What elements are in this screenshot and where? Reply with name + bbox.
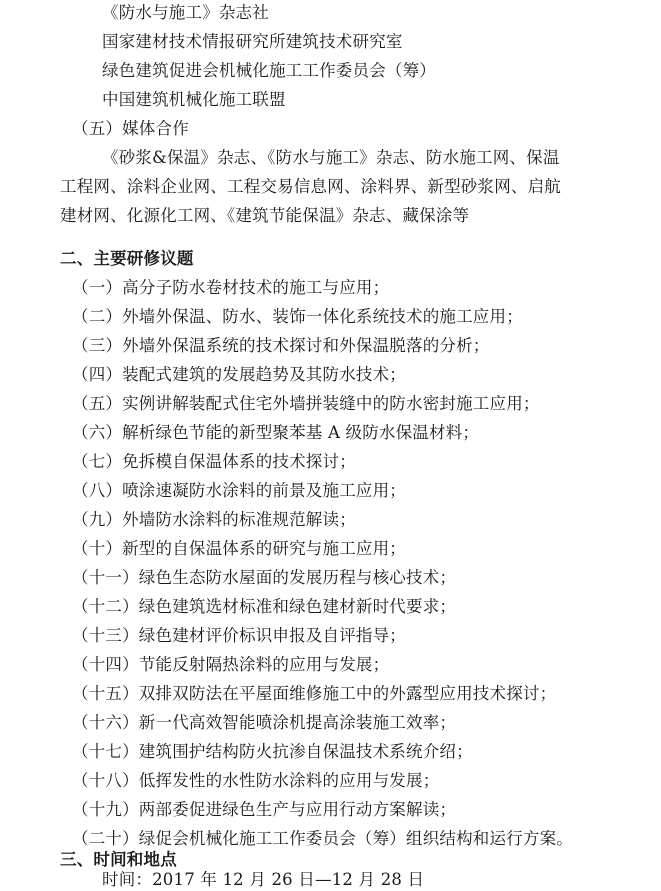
topic-item: （一）高分子防水卷材技术的施工与应用； xyxy=(72,278,390,297)
organizer-line: 中国建筑机械化施工联盟 xyxy=(102,90,286,109)
topic-item: （十六）新一代高效智能喷涂机提高涂装施工效率； xyxy=(72,713,457,732)
topic-item: （八）喷涂速凝防水涂料的前景及施工应用； xyxy=(72,481,406,500)
topic-item: （十）新型的自保温体系的研究与施工应用； xyxy=(72,539,406,558)
topic-item: （二）外墙外保温、防水、装饰一体化系统技术的施工应用； xyxy=(72,307,523,326)
topic-item: （十八）低挥发性的水性防水涂料的应用与发展； xyxy=(72,771,440,790)
topic-item: （四）装配式建筑的发展趋势及其防水技术； xyxy=(72,365,406,384)
topic-item: （十一）绿色生态防水屋面的发展历程与核心技术； xyxy=(72,568,457,587)
topic-item: （三）外墙外保温系统的技术探讨和外保温脱落的分析； xyxy=(72,336,490,355)
topic-item: （六）解析绿色节能的新型聚苯基 A 级防水保温材料； xyxy=(72,423,480,442)
organizer-line: 国家建材技术情报研究所建筑技术研究室 xyxy=(102,32,403,51)
section-heading: 二、主要研修议题 xyxy=(60,249,194,268)
media-heading: （五）媒体合作 xyxy=(72,119,189,138)
media-line: 工程网、涂料企业网、工程交易信息网、涂料界、新型砂浆网、启航 xyxy=(60,177,561,196)
topic-item: （九）外墙防水涂料的标准规范解读； xyxy=(72,510,356,529)
topic-item: （十二）绿色建筑选材标准和绿色建材新时代要求； xyxy=(72,597,457,616)
organizer-line: 《防水与施工》杂志社 xyxy=(102,3,269,22)
topic-item: （十五）双排双防法在平屋面维修施工中的外露型应用技术探讨； xyxy=(72,684,557,703)
topic-item: （二十）绿促会机械化施工工作委员会（筹）组织结构和运行方案。 xyxy=(72,829,573,848)
organizer-line: 绿色建筑促进会机械化施工工作委员会（筹） xyxy=(102,61,436,80)
topic-item: （十四）节能反射隔热涂料的应用与发展； xyxy=(72,655,390,674)
topic-item: （七）免拆模自保温体系的技术探讨； xyxy=(72,452,356,471)
media-line: 《砂浆&保温》杂志、《防水与施工》杂志、防水施工网、保温 xyxy=(102,148,560,167)
section-heading: 三、时间和地点 xyxy=(60,850,177,869)
media-line: 建材网、化源化工网、《建筑节能保温》杂志、藏保涂等 xyxy=(60,206,470,225)
topic-item: （十三）绿色建材评价标识申报及自评指导； xyxy=(72,626,406,645)
time-line: 时间：2017 年 12 月 26 日—12 月 28 日 xyxy=(102,870,425,889)
topic-item: （十九）两部委促进绿色生产与应用行动方案解读； xyxy=(72,800,457,819)
topic-item: （五）实例讲解装配式住宅外墙拼装缝中的防水密封施工应用； xyxy=(72,394,540,413)
topic-item: （十七）建筑围护结构防火抗渗自保温技术系统介绍； xyxy=(72,742,473,761)
